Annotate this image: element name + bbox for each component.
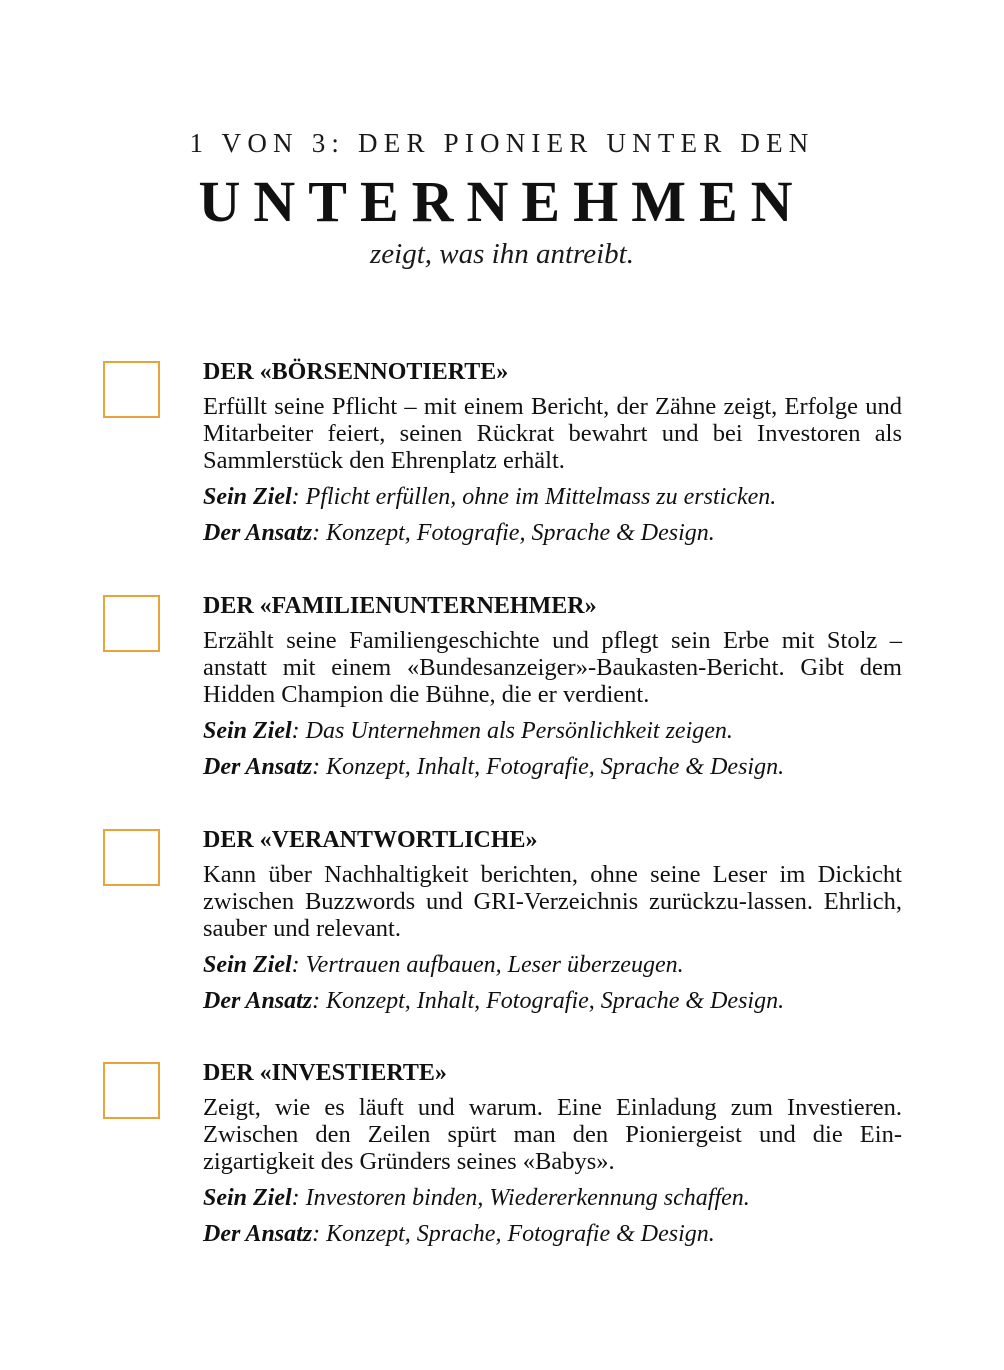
page-title: UNTERNEHMEN: [198, 169, 806, 234]
checkbox-verantwortliche[interactable]: [103, 829, 160, 886]
tagline: zeigt, was ihn antreibt.: [370, 238, 634, 270]
approach-line: [203, 752, 902, 782]
option-title: DER «VERANTWORTLICHE»: [203, 827, 538, 853]
option-title: DER «FAMILIENUNTERNEHMER»: [203, 593, 597, 619]
option-content: [203, 357, 902, 548]
goal-label: Sein Ziel: [203, 484, 292, 510]
goal-text: : Das Unternehmen als Persönlichkeit zeigen.: [291, 718, 733, 744]
approach-line: [203, 1219, 902, 1249]
checkbox-familienunternehmer[interactable]: [103, 595, 160, 652]
goal-text: : Vertrauen aufbauen, Leser überzeugen.: [291, 952, 684, 978]
approach-text: : Konzept, Inhalt, Fotografie, Sprache & Design.: [312, 988, 785, 1014]
goal-line: [203, 950, 902, 980]
option-description: Erfüllt seine Pflicht – mit einem Bericht, der Zähne zeigt, Erfolge und Mitarbeiter feiert, seinen Rückrat bewahrt und bei Investoren als Sammlerstück den Ehrenplatz erhält.: [203, 393, 902, 474]
option-title: DER «INVESTIERTE»: [203, 1060, 447, 1086]
approach-label: Der Ansatz: [203, 988, 313, 1014]
goal-line: [203, 482, 902, 512]
goal-label: Sein Ziel: [203, 1185, 292, 1211]
checkbox-investierte[interactable]: [103, 1062, 160, 1119]
approach-text: : Konzept, Sprache, Fotografie & Design.: [312, 1221, 715, 1247]
approach-line: [203, 986, 902, 1016]
option-content: [203, 591, 902, 782]
option-title: DER «BÖRSENNOTIERTE»: [203, 359, 509, 385]
goal-text: : Pflicht erfüllen, ohne im Mittelmass zu ersticken.: [291, 484, 777, 510]
option-description: Erzählt seine Familiengeschichte und pflegt sein Erbe mit Stolz – anstatt mit einem «Bundesanzeiger»-Baukasten-Bericht. Gibt dem Hidden Champion die Bühne, die er verdient.: [203, 627, 902, 708]
approach-line: [203, 518, 902, 548]
option-content: [203, 825, 902, 1016]
goal-line: [203, 1183, 902, 1213]
goal-text: : Investoren binden, Wiedererkennung schaffen.: [291, 1185, 750, 1211]
approach-label: Der Ansatz: [203, 1221, 313, 1247]
option-content: [203, 1058, 902, 1249]
option-description: Kann über Nachhaltigkeit berichten, ohne seine Leser im Dickicht zwischen Buzzwords und GRI-Verzeichnis zurückzu-lassen. Ehrlich, sauber und relevant.: [203, 861, 902, 942]
goal-label: Sein Ziel: [203, 952, 292, 978]
approach-label: Der Ansatz: [203, 520, 313, 546]
goal-label: Sein Ziel: [203, 718, 292, 744]
approach-text: : Konzept, Fotografie, Sprache & Design.: [312, 520, 715, 546]
checkbox-borsennotierte[interactable]: [103, 361, 160, 418]
goal-line: [203, 716, 902, 746]
kicker-text: 1 VON 3: DER PIONIER UNTER DEN: [189, 128, 815, 158]
approach-text: : Konzept, Inhalt, Fotografie, Sprache & Design.: [312, 754, 785, 780]
approach-label: Der Ansatz: [203, 754, 313, 780]
option-description: Zeigt, wie es läuft und warum. Eine Einladung zum Investieren. Zwischen den Zeilen spürt man den Pioniergeist und die Ein-zigartigkeit des Gründers seines «Babys».: [203, 1094, 902, 1175]
